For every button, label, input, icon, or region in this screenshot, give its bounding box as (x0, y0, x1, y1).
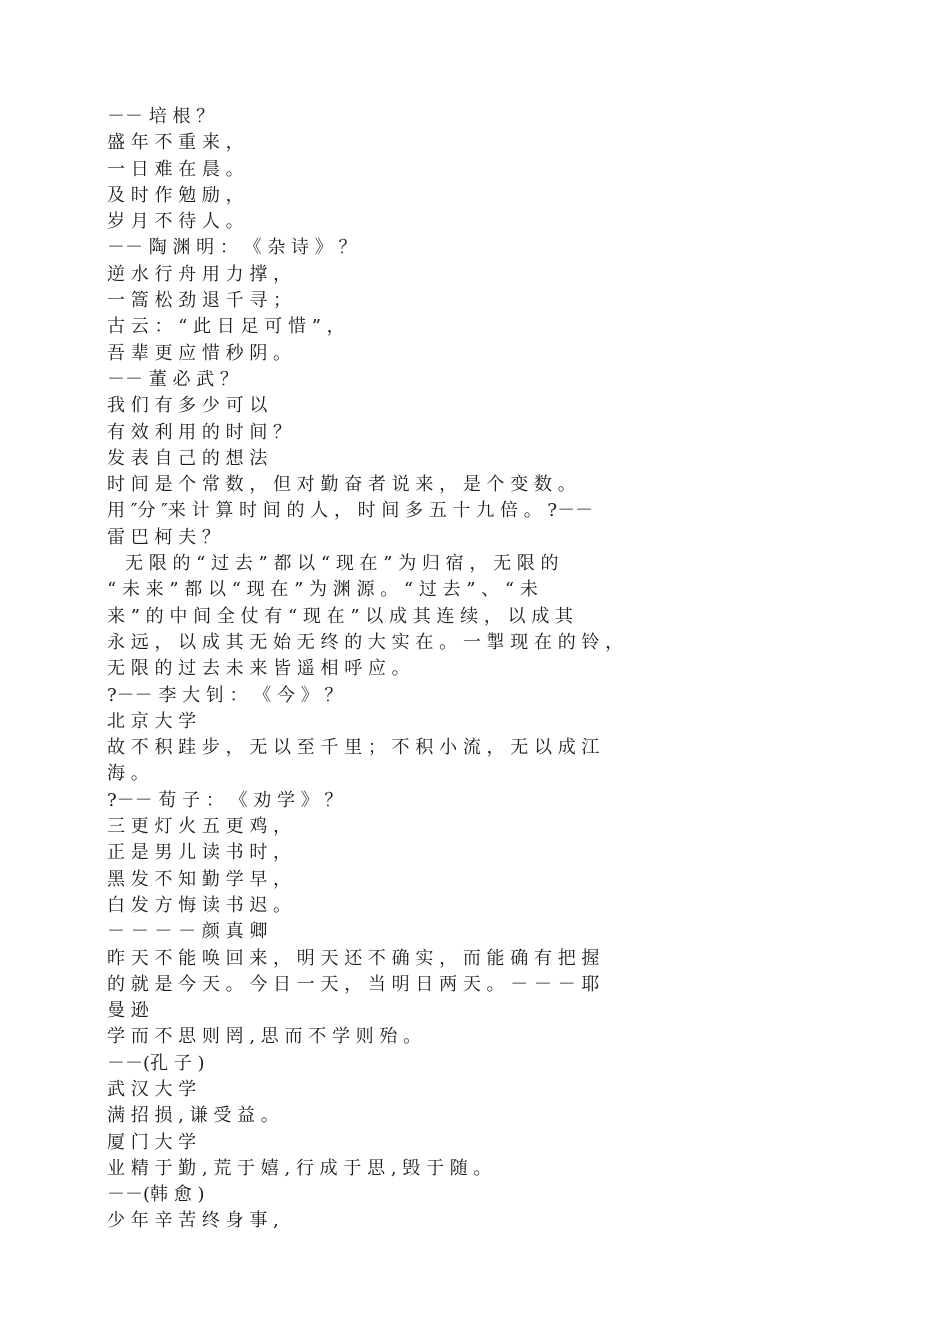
text-line: 及 时 作 勉 励 ， (107, 184, 244, 206)
text-line: 海 。 (107, 763, 149, 785)
text-line: 黑 发 不 知 勤 学 早 ， (107, 868, 292, 890)
text-line: ?－－ 李 大 钊 ： 《 今 》 ？ (107, 684, 343, 706)
text-line: －－(韩 愈 ) (107, 1184, 205, 1206)
document-body (107, 104, 867, 1235)
text-line: 用 ″分 ″来 计 算 时 间 的 人 ， 时 间 多 五 十 九 倍 。 ?－－ (107, 500, 594, 522)
text-line: 正 是 男 儿 读 书 时 ， (107, 842, 292, 864)
text-line: － － － － 颜 真 卿 (107, 921, 268, 943)
text-line: 古 云 ： “ 此 日 足 可 惜 ” ， (107, 316, 345, 338)
text-line: －－ 培 根 ？ (107, 106, 215, 127)
text-line: 故 不 积 跬 步 ， 无 以 至 千 里 ； 不 积 小 流 ， 无 以 成 江 (107, 737, 600, 759)
text-line: 逆 水 行 舟 用 力 撑 ， (107, 263, 292, 285)
text-line: 少 年 辛 苦 终 身 事 , (107, 1210, 279, 1232)
text-line: 我 们 有 多 少 可 以 (107, 395, 268, 417)
text-line: 北 京 大 学 (107, 710, 197, 732)
text-line: －－ 陶 渊 明 ： 《 杂 诗 》 ？ (107, 237, 357, 259)
text-line: 发 表 自 己 的 想 法 (107, 447, 268, 469)
text-line: 业 精 于 勤 , 荒 于 嬉 , 行 成 于 思 , 毁 于 随 。 (107, 1157, 492, 1179)
text-line: －－(孔 子 ) (107, 1052, 205, 1074)
text-line: 一 日 难 在 晨 。 (107, 158, 244, 180)
text-line: 岁 月 不 待 人 。 (107, 211, 244, 233)
text-line: “ 未 来 ” 都 以 “ 现 在 ” 为 渊 源 。 “ 过 去 ” 、 “ 未 (107, 579, 538, 601)
text-line: 无 限 的 过 去 未 来 皆 遥 相 呼 应 。 (107, 658, 410, 680)
text-line: 雷 巴 柯 夫 ？ (107, 526, 220, 548)
text-line: 昨 天 不 能 唤 回 来 ， 明 天 还 不 确 实 ， 而 能 确 有 把 握 (107, 947, 600, 969)
text-line: 有 效 利 用 的 时 间 ？ (107, 421, 292, 443)
text-line: 一 篙 松 劲 退 千 寻 ； (107, 290, 292, 312)
text-line: ?－－ 荀 子 ： 《 劝 学 》 ？ (107, 789, 343, 811)
text-line: 来 ” 的 中 间 全 仗 有 “ 现 在 ” 以 成 其 连 续 ， 以 成 其 (107, 605, 574, 627)
text-line: 厦 门 大 学 (107, 1131, 197, 1153)
text-line: 时 间 是 个 常 数 ， 但 对 勤 奋 者 说 来 ， 是 个 变 数 。 (107, 474, 576, 496)
text-line: 三 更 灯 火 五 更 鸡 ， (107, 816, 292, 838)
text-line: 武 汉 大 学 (107, 1078, 197, 1100)
text-line: 盛 年 不 重 来 ， (107, 132, 244, 154)
text-line: 吾 辈 更 应 惜 秒 阴 。 (107, 342, 292, 364)
text-line: 无 限 的 “ 过 去 ” 都 以 “ 现 在 ” 为 归 宿 ， 无 限 的 (107, 553, 559, 575)
text-line: 永 远 ， 以 成 其 无 始 无 终 的 大 实 在 。 一 掣 现 在 的 铃 ， (107, 631, 624, 653)
text-line: 曼 逊 (107, 1000, 149, 1022)
text-line: 白 发 方 悔 读 书 迟 。 (107, 894, 292, 916)
text-line: 学 而 不 思 则 罔 , 思 而 不 学 则 殆 。 (107, 1026, 422, 1048)
text-line: 满 招 损 , 谦 受 益 。 (107, 1105, 279, 1127)
text-line: 的 就 是 今 天 。 今 日 一 天 ， 当 明 日 两 天 。 － － － 耶 (107, 973, 600, 995)
text-line: －－ 董 必 武 ？ (107, 368, 238, 390)
